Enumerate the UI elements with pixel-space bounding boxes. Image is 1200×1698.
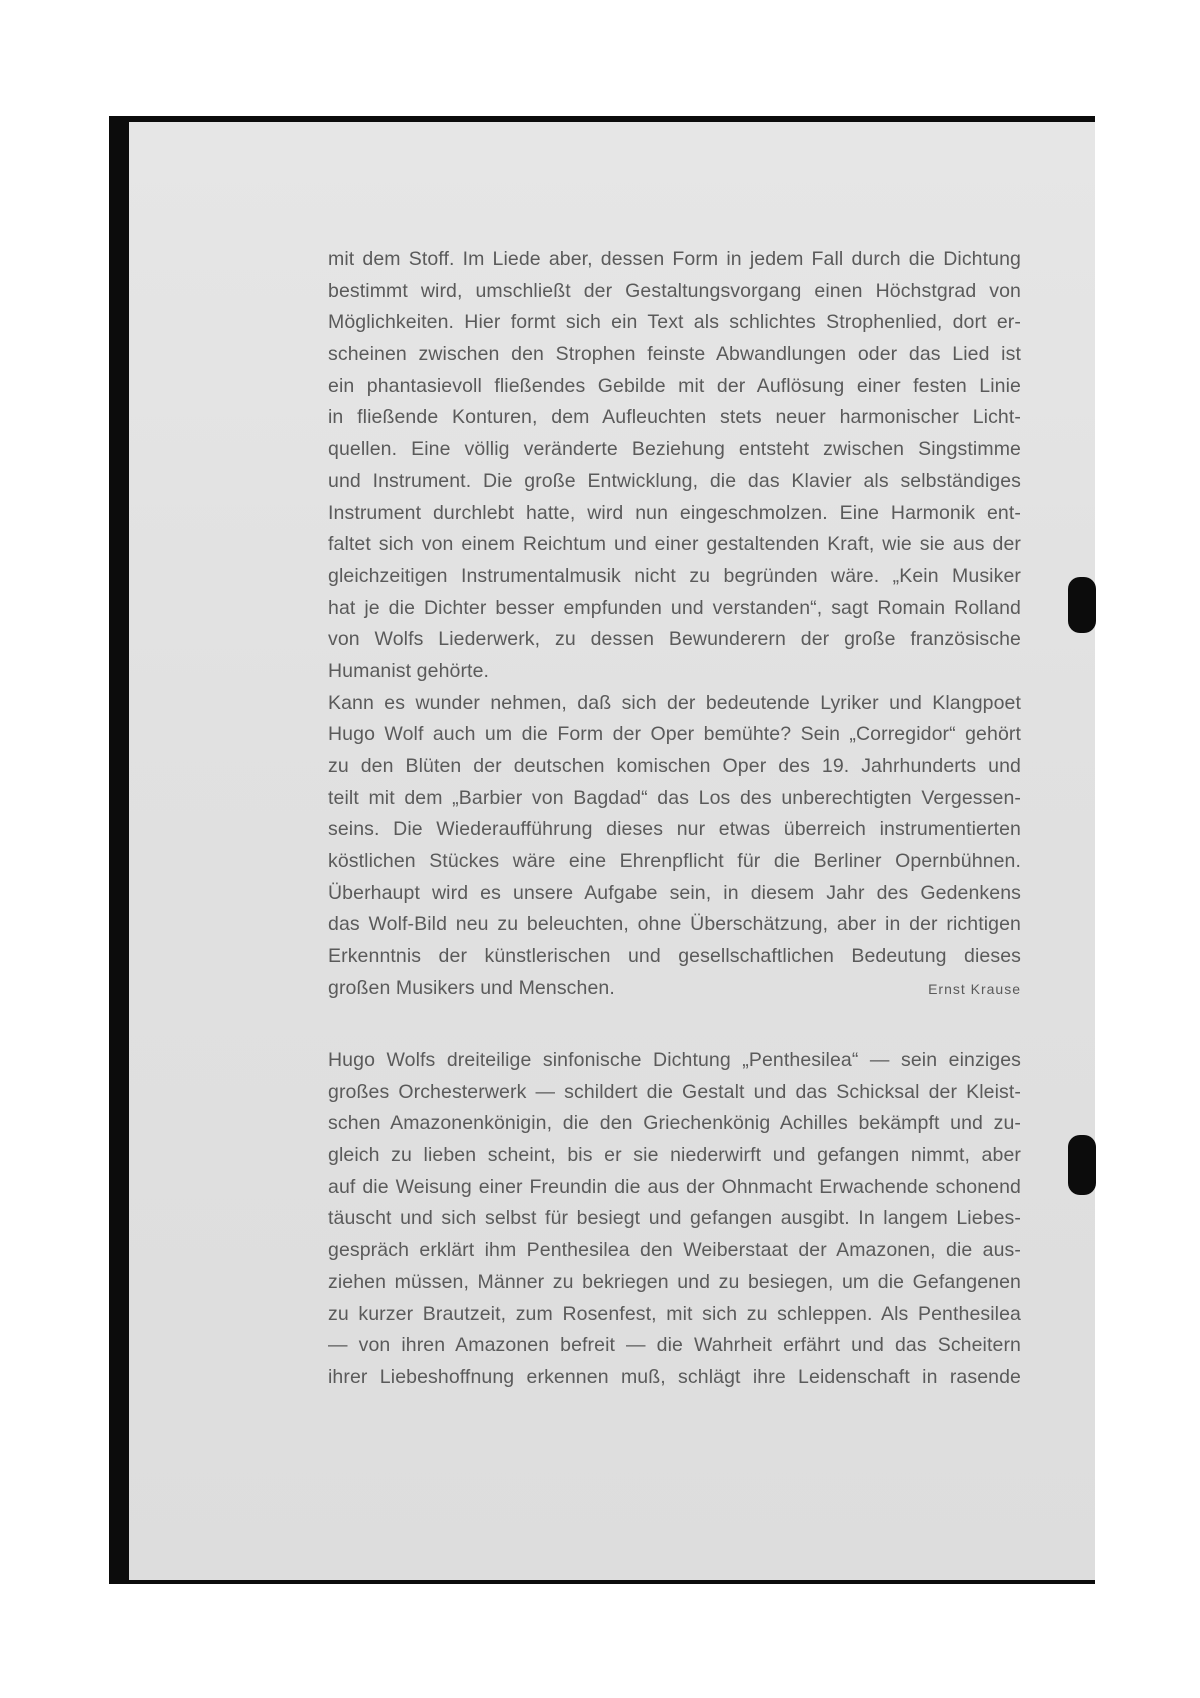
text-line: Erkenntnis der künstlerischen und gesellschaftlichen Bedeutung dieses	[328, 945, 1021, 968]
text-line: teilt mit dem „Barbier von Bagdad“ das Los des unberechtigten Vergessen-	[328, 786, 1021, 809]
paragraph-lied	[328, 244, 1021, 688]
text-line: Hugo Wolf auch um die Form der Oper bemühte? Sein „Corregidor“ gehört	[328, 723, 1021, 746]
author-signature: Ernst Krause	[928, 980, 1021, 997]
text-line: köstlichen Stückes wäre eine Ehrenpflicht für die Berliner Opernbühnen.	[328, 850, 1021, 873]
punch-hole-upper	[1068, 577, 1096, 633]
text-line: seins. Die Wiederaufführung dieses nur etwas überreich instrumentierten	[328, 818, 1021, 841]
text-line: in fließende Konturen, dem Aufleuchten stets neuer harmonischer Licht-	[328, 406, 1021, 429]
text-line: gleich zu lieben scheint, bis er sie niederwirft und gefangen nimmt, aber	[328, 1144, 1021, 1167]
text-line: hat je die Dichter besser empfunden und verstanden“, sagt Romain Rolland	[328, 596, 1021, 619]
text-line: faltet sich von einem Reichtum und einer gestaltenden Kraft, wie sie aus der	[328, 533, 1021, 556]
text-line: scheinen zwischen den Strophen feinste Abwandlungen oder das Lied ist	[328, 343, 1021, 366]
text-line: Humanist gehörte.	[328, 659, 490, 682]
text-line: das Wolf-Bild neu zu beleuchten, ohne Überschätzung, aber in der richtigen	[328, 913, 1021, 936]
text-line: Überhaupt wird es unsere Aufgabe sein, in diesem Jahr des Gedenkens	[328, 881, 1021, 904]
article-text-upper	[328, 244, 1021, 1005]
text-line: mit dem Stoff. Im Liede aber, dessen Form in jedem Fall durch die Dichtung	[328, 248, 1021, 270]
text-line: großes Orchesterwerk — schildert die Gestalt und das Schicksal der Kleist-	[328, 1080, 1021, 1103]
text-line: zu kurzer Brautzeit, zum Rosenfest, mit sich zu schleppen. Als Penthesilea	[328, 1302, 1021, 1325]
paragraph-penthesilea	[328, 1045, 1021, 1394]
closing-line	[328, 973, 1021, 1005]
text-line: gespräch erklärt ihm Penthesilea den Weiberstaat der Amazonen, die aus-	[328, 1239, 1021, 1262]
text-line: schen Amazonenkönigin, die den Griechenkönig Achilles bekämpft und zu-	[328, 1112, 1021, 1135]
text-line: bestimmt wird, umschließt der Gestaltungsvorgang einen Höchstgrad von	[328, 279, 1021, 302]
text-line: Hugo Wolfs dreiteilige sinfonische Dichtung „Penthesilea“ — sein einziges	[328, 1049, 1021, 1071]
text-line: quellen. Eine völlig veränderte Beziehung entsteht zwischen Singstimme	[328, 438, 1021, 461]
text-line: Instrument durchlebt hatte, wird nun eingeschmolzen. Eine Harmonik ent-	[328, 501, 1021, 524]
text-line: auf die Weisung einer Freundin die aus der Ohnmacht Erwachende schonend	[328, 1175, 1021, 1198]
text-line: ziehen müssen, Männer zu bekriegen und zu besiegen, um die Gefangenen	[328, 1270, 1021, 1293]
text-line: gleichzeitigen Instrumentalmusik nicht zu begründen wäre. „Kein Musiker	[328, 564, 1021, 587]
text-line: Kann es wunder nehmen, daß sich der bedeutende Lyriker und Klangpoet	[328, 691, 1021, 714]
article-text-lower	[328, 1045, 1021, 1394]
text-line: großen Musikers und Menschen.	[328, 976, 615, 999]
paragraph-oper	[328, 688, 1021, 1005]
text-line: zu den Blüten der deutschen komischen Oper des 19. Jahrhunderts und	[328, 755, 1021, 777]
text-line: Möglichkeiten. Hier formt sich ein Text als schlichtes Strophenlied, dort er-	[328, 311, 1021, 334]
text-line: ein phantasievoll fließendes Gebilde mit der Auflösung einer festen Linie	[328, 374, 1021, 397]
text-line: täuscht und sich selbst für besiegt und gefangen ausgibt. In langem Liebes-	[328, 1207, 1021, 1230]
text-line: ihrer Liebeshoffnung erkennen muß, schlägt ihre Leidenschaft in rasende	[328, 1365, 1021, 1388]
text-line: — von ihren Amazonen befreit — die Wahrheit erfährt und das Scheitern	[328, 1334, 1021, 1357]
punch-hole-lower	[1068, 1135, 1096, 1195]
text-line: von Wolfs Liederwerk, zu dessen Bewunderern der große französische	[328, 628, 1021, 651]
text-line: und Instrument. Die große Entwicklung, die das Klavier als selbständiges	[328, 469, 1021, 492]
